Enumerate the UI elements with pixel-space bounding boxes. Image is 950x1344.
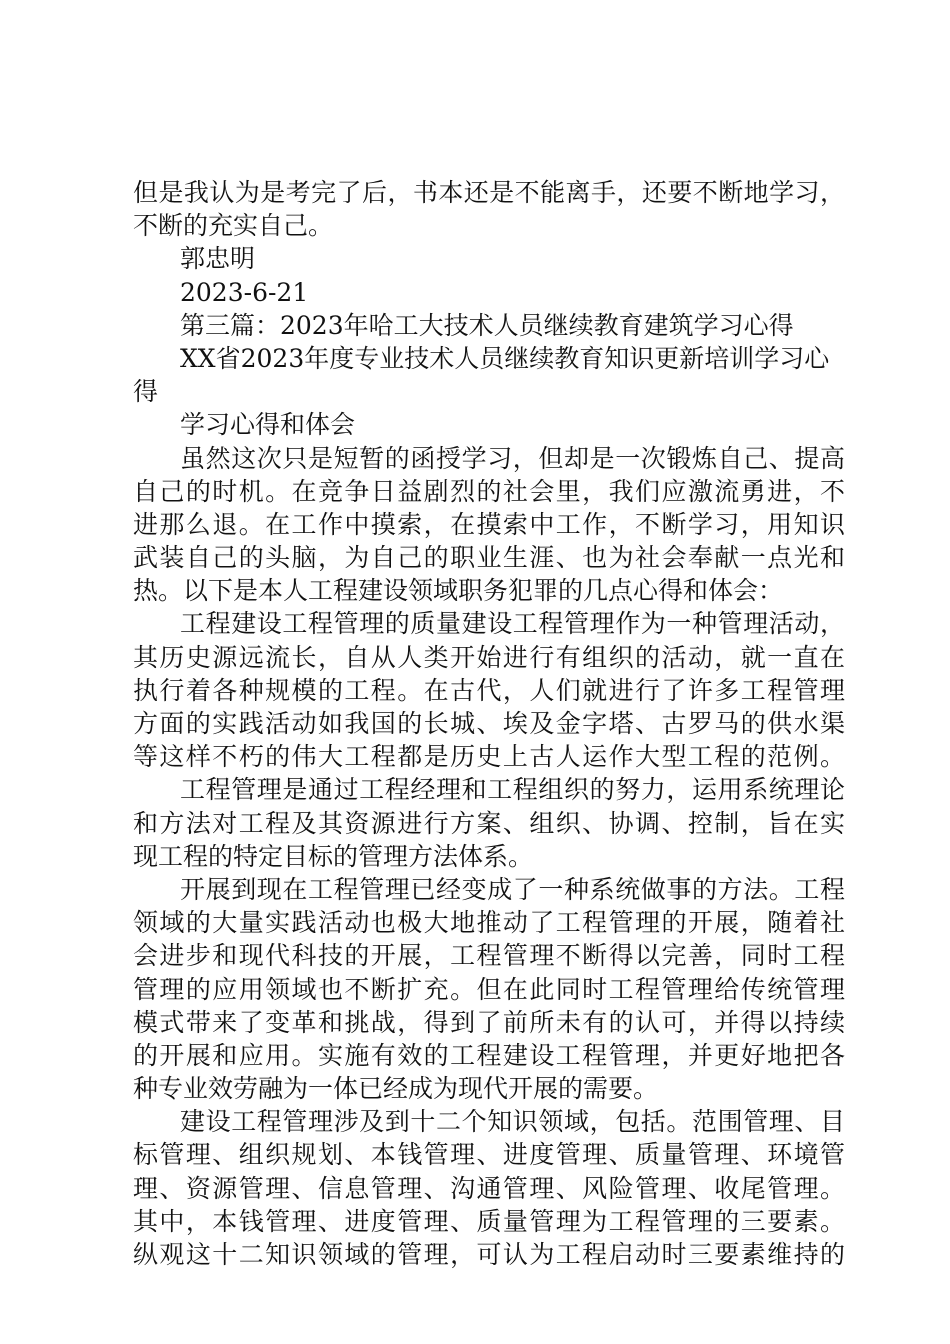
text-line: XX省2023年度专业技术人员继续教育知识更新培训学习心 bbox=[180, 343, 830, 373]
text-line: 第三篇：2023年哈工大技术人员继续教育建筑学习心得 bbox=[180, 310, 794, 340]
text-line: 模式带来了变革和挑战，得到了前所未有的认可，并得以持续 bbox=[133, 1007, 845, 1037]
text-line: 自己的时机。在竞争日益剧烈的社会里，我们应激流勇进，不 bbox=[133, 476, 845, 506]
text-line: 虽然这次只是短暂的函授学习，但却是一次锻炼自己、提高 bbox=[180, 443, 845, 473]
text-line: 的开展和应用。实施有效的工程建设工程管理，并更好地把各 bbox=[133, 1040, 845, 1070]
text-line: 现工程的特定目标的管理方法体系。 bbox=[133, 841, 534, 871]
text-line: 工程建设工程管理的质量建设工程管理作为一种管理活动， bbox=[180, 609, 845, 639]
text-line: 执行着各种规模的工程。在古代，人们就进行了许多工程管理 bbox=[133, 675, 845, 705]
text-line: 进那么退。在工作中摸索，在摸索中工作，不断学习，用知识 bbox=[133, 509, 845, 539]
text-line: 2023-6-21 bbox=[180, 277, 309, 307]
text-line: 武装自己的头脑，为自己的职业生涯、也为社会奉献一点光和 bbox=[133, 543, 845, 573]
text-line: 方面的实践活动如我国的长城、埃及金字塔、古罗马的供水渠 bbox=[133, 709, 845, 738]
text-line: 管理的应用领域也不断扩充。但在此同时工程管理给传统管理 bbox=[133, 974, 845, 1004]
text-line: 不断的充实自己。 bbox=[133, 211, 334, 241]
text-line: 工程管理是通过工程经理和工程组织的努力，运用系统理论 bbox=[180, 775, 845, 805]
text-line: 标管理、组织规划、本钱管理、进度管理、质量管理、环境管 bbox=[133, 1140, 845, 1170]
document-body bbox=[133, 176, 845, 1271]
text-line: 等这样不朽的伟大工程都是历史上古人运作大型工程的范例。 bbox=[133, 742, 845, 772]
text-line: 其历史源远流长，自从人类开始进行有组织的活动，就一直在 bbox=[133, 642, 845, 672]
text-line: 会进步和现代科技的开展，工程管理不断得以完善，同时工程 bbox=[133, 941, 845, 971]
text-line: 纵观这十二知识领域的管理，可认为工程启动时三要素维持的 bbox=[133, 1240, 845, 1269]
text-line: 领域的大量实践活动也极大地推动了工程管理的开展，随着社 bbox=[133, 908, 845, 938]
text-line: 理、资源管理、信息管理、沟通管理、风险管理、收尾管理。 bbox=[133, 1173, 845, 1203]
text-line: 和方法对工程及其资源进行方案、组织、协调、控制，旨在实 bbox=[133, 808, 845, 838]
text-line: 郭忠明 bbox=[180, 244, 256, 274]
text-line: 学习心得和体会 bbox=[180, 410, 356, 440]
text-line: 种专业效劳融为一体已经成为现代开展的需要。 bbox=[133, 1074, 659, 1104]
text-line: 其中，本钱管理、进度管理、质量管理为工程管理的三要素。 bbox=[133, 1206, 845, 1236]
text-line: 建设工程管理涉及到十二个知识领域，包括。范围管理、目 bbox=[180, 1107, 845, 1137]
text-line: 得 bbox=[133, 377, 159, 407]
text-line: 热。以下是本人工程建设领域职务犯罪的几点心得和体会： bbox=[133, 576, 784, 606]
text-line: 开展到现在工程管理已经变成了一种系统做事的方法。工程 bbox=[180, 874, 845, 904]
text-line: 但是我认为是考完了后，书本还是不能离手，还要不断地学习， bbox=[133, 178, 845, 207]
